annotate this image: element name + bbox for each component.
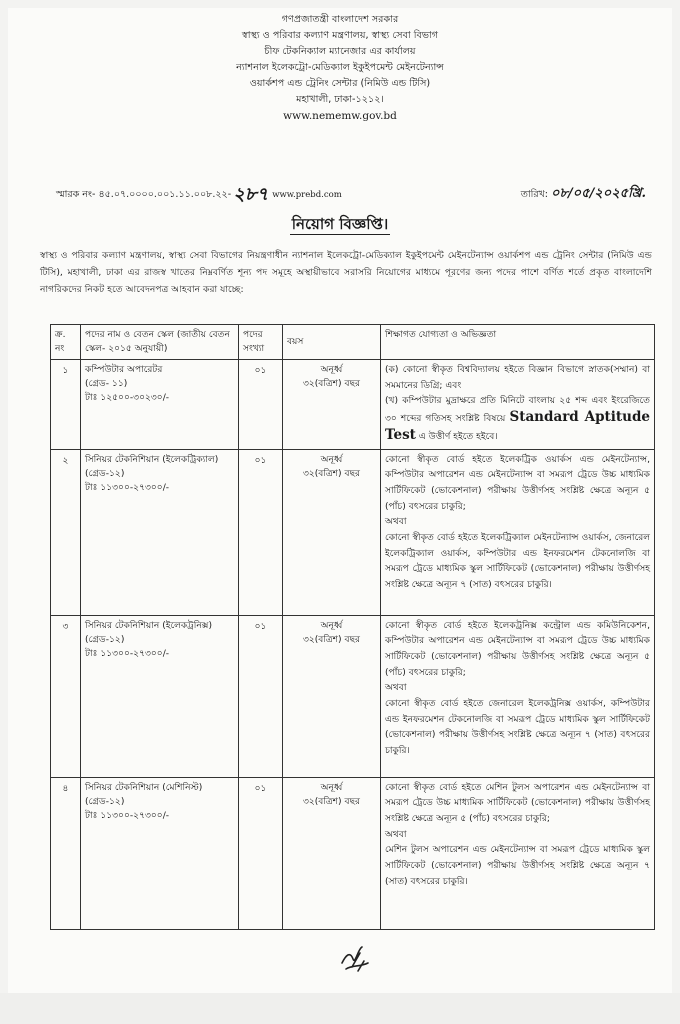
row-count: ০১ (239, 360, 283, 450)
intro-paragraph: স্বাস্থ্য ও পরিবার কল্যাণ মন্ত্রণালয়, স্বাস্থ্য সেবা বিভাগের নিয়ন্ত্রণাধীন ন্যাশনাল ইলেকট্রো-মেডিক্যাল ইকুইপমেন্ট মেইনটেন্যান্স ওয়ার্কশপ এন্ড ট্রেনিং সেন্টার (নিমিউ এন্ড টিসি), মহাখালী, ঢাকা এর রাজস্ব খাতের নিম্নবর্ণিত শূন্য পদ সমূহে অস্থায়ীভাবে সরাসরি নিয়োগের মাধ্যমে পূরণের জন্য পদের পাশে বর্ণিত শর্তে প্রকৃত বাংলাদেশি নাগরিকদের নিকট হতে আবেদনপত্র আহবান করা যাচ্ছে: (40, 250, 653, 295)
notice-page (8, 8, 672, 993)
qualification-option-2: কোনো স্বীকৃত বোর্ড হইতে জেনারেল ইলেকট্রনিক্স ওয়ার্কস, কম্পিউটার এন্ড ইনফরমেশন টেকনোলজি বা সমরূপ ট্রেডে মাধ্যমিক স্কুল সার্টিফিকেট (ভোকেশনাল) পরীক্ষায় উত্তীর্ণসহ সংশ্লিষ্ট ক্ষেত্রে অন্যূন ৭ (সাত) বৎসরের চাকুরি। (385, 699, 650, 757)
row-age (283, 777, 381, 929)
vacancy-table (50, 324, 655, 930)
age-years: ৩২(বত্রিশ) বছর (302, 379, 361, 389)
row-serial: ১ (51, 360, 81, 450)
row-count: ০১ (239, 777, 283, 929)
row-count: ০১ (239, 615, 283, 777)
age-limit: অনূর্ধ্ব (320, 782, 343, 793)
row-post (81, 360, 239, 450)
table-row (51, 777, 655, 929)
age-limit: অনূর্ধ্ব (320, 365, 343, 375)
row-age (283, 360, 381, 450)
row-serial: ৩ (51, 615, 81, 777)
header-count: পদের সংখ্যা (239, 325, 283, 360)
age-limit: অনূর্ধ্ব (320, 620, 343, 631)
table-row (51, 360, 655, 450)
post-salary: টাঃ ১২৫০০-৩০২৩০/- (85, 393, 170, 403)
header-post: পদের নাম ও বেতন স্কেল (জাতীয় বেতন স্কেল- ২০১৫ অনুযায়ী) (81, 325, 239, 360)
post-name: কম্পিউটার অপারেটর (85, 365, 163, 375)
page-bottom-margin (0, 993, 680, 1024)
row-count: ০১ (239, 449, 283, 615)
header-line: ন্যাশনাল ইলেকট্রো-মেডিক্যাল ইকুইপমেন্ট মেইনটেন্যান্স (236, 62, 444, 73)
aptitude-test-name: Standard Aptitude Test (385, 409, 650, 443)
memo-handwritten-number: ২৮৭ (233, 184, 269, 205)
row-post (81, 449, 239, 615)
watermark-text: www.prebd.com (272, 190, 342, 200)
header-age: বয়স (283, 325, 381, 360)
post-grade: (গ্রেড-১২) (85, 468, 125, 479)
post-name: সিনিয়র টেকনিশিয়ান (ইলেকট্রনিক্স) (85, 620, 213, 631)
title-text: নিয়োগ বিজ্ঞপ্তি। (291, 215, 389, 233)
or-separator: অথবা (385, 829, 407, 840)
or-separator: অথবা (385, 517, 407, 528)
website-link[interactable]: www.nememw.gov.bd (283, 110, 397, 122)
qualification-option-2: মেশিন টুলস অপারেশন এন্ড মেইনটেন্যান্স বা সমরূপ ট্রেডে মাধ্যমিক স্কুল সার্টিফিকেট (ভোকেশনাল) পরীক্ষায় উত্তীর্ণসহ সংশ্লিষ্ট ক্ষেত্রে অন্যূন ৭ (সাত) বৎসরের চাকুরি। (385, 845, 650, 887)
table-row (51, 449, 655, 615)
post-grade: (গ্রেড- ১১) (85, 379, 128, 389)
date-label: তারিখ: (520, 189, 548, 200)
header-serial: ক্র. নং (51, 325, 81, 360)
post-grade: (গ্রেড-১২) (85, 634, 125, 645)
or-separator: অথবা (385, 683, 407, 694)
table-header-row (51, 325, 655, 360)
post-salary: টাঃ ১১৩০০-২৭৩০০/- (85, 482, 170, 493)
header-line: ওয়ার্কশপ এন্ড ট্রেনিং সেন্টার (নিমিউ এন্ড টিসি) (249, 78, 431, 89)
row-age (283, 615, 381, 777)
row-serial: ২ (51, 449, 81, 615)
row-qualification (381, 615, 655, 777)
header-line: চীফ টেকনিক্যাল ম্যানেজার এর কার্যালয় (264, 46, 416, 57)
age-years: ৩২(বত্রিশ) বছর (302, 468, 361, 479)
notice-date (521, 184, 646, 205)
qualification-option-1: কোনো স্বীকৃত বোর্ড হইতে ইলেকট্রিক ওয়ার্কস এন্ড মেইনটেন্যান্স, কম্পিউটার অপারেশন এন্ড মেইনটেন্যান্স বা সমরূপ ট্রেডে উচ্চ মাধ্যমিক সার্টিফিকেট (ভোকেশনাল) পরীক্ষায় উত্তীর্ণসহ সংশ্লিষ্ট ক্ষেত্রে অন্যূন ৫ (পাঁচ) বৎসরের চাকুরি; (385, 454, 650, 512)
row-age (283, 449, 381, 615)
header-line: গণপ্রজাতন্ত্রী বাংলাদেশ সরকার (281, 14, 399, 25)
table-row (51, 615, 655, 777)
row-serial: ৪ (51, 777, 81, 929)
row-qualification (381, 777, 655, 929)
header-line: মহাখালী, ঢাকা-১২১২। (296, 94, 384, 105)
post-grade: (গ্রেড-১২) (85, 796, 125, 807)
office-header (8, 12, 672, 124)
post-name: সিনিয়র টেকনিশিয়ান (ইলেকট্রিক্যাল) (85, 454, 219, 465)
header-qualification: শিক্ষাগত যোগ্যতা ও অভিজ্ঞতা (381, 325, 655, 360)
qualification-b (385, 394, 650, 445)
header-line: স্বাস্থ্য ও পরিবার কল্যাণ মন্ত্রণালয়, স্বাস্থ্য সেবা বিভাগ (241, 30, 439, 41)
notice-title (8, 213, 672, 238)
post-salary: টাঃ ১১৩০০-২৭৩০০/- (85, 648, 170, 659)
memo-prefix: স্মারক নং- ৪৫.০৭.০০০০.০০১.১১.০০৮.২২- (56, 189, 232, 200)
post-name: সিনিয়র টেকনিশিয়ান (মেশিনিস্ট) (85, 782, 203, 793)
age-years: ৩২(বত্রিশ) বছর (302, 634, 361, 645)
qualification-option-1: কোনো স্বীকৃত বোর্ড হইতে ইলেকট্রনিক্স কন্ট্রোল এন্ড কমিউনিকেশন, কম্পিউটার অপারেশন এন্ড মেইনটেন্যান্স বা সমরূপ ট্রেডে উচ্চ মাধ্যমিক সার্টিফিকেট (ভোকেশনাল) পরীক্ষায় উত্তীর্ণসহ সংশ্লিষ্ট ক্ষেত্রে অন্যূন ৫ (পাঁচ) বৎসরের চাকুরি; (385, 620, 650, 678)
signature-mark (338, 941, 374, 973)
qualification-b-text: (খ) কম্পিউটার মুদ্রাক্ষরে প্রতি মিনিটে বাংলায় ২৫ শব্দ এবং ইংরেজিতে ৩০ শব্দের গতিসহ সংশ্লিষ্ট বিষয়ে (385, 396, 650, 425)
row-post (81, 615, 239, 777)
date-value: ০৮/০৫/২০২৫খ্রি. (551, 186, 646, 201)
qualification-option-1: কোনো স্বীকৃত বোর্ড হইতে মেশিন টুলস অপারেশন এন্ড মেইনটেন্যান্স বা সমরূপ ট্রেডে উচ্চ মাধ্যমিক সার্টিফিকেট (ভোকেশনাল) পরীক্ষায় উত্তীর্ণসহ সংশ্লিষ্ট ক্ষেত্রে অন্যূন ৫ (পাঁচ) বৎসরের চাকুরি; (385, 782, 650, 824)
age-limit: অনূর্ধ্ব (320, 454, 343, 465)
row-qualification (381, 449, 655, 615)
age-years: ৩২(বত্রিশ) বছর (302, 796, 361, 807)
post-salary: টাঃ ১১৩০০-২৭৩০০/- (85, 810, 170, 821)
memo-number (56, 180, 342, 211)
row-qualification (381, 360, 655, 450)
qualification-a: (ক) কোনো স্বীকৃত বিশ্ববিদ্যালয় হইতে বিজ্ঞান বিভাগে স্নাতক(সম্মান) বা সমমানের ডিগ্রি; এবং (385, 365, 650, 391)
qualification-b-tail: এ উত্তীর্ণ হইতে হইবে। (418, 431, 498, 442)
qualification-option-2: কোনো স্বীকৃত বোর্ড হইতে ইলেকট্রিক্যাল মেইনটেন্যান্স ওয়ার্কস, জেনারেল ইলেকট্রিক্যাল ওয়ার্কস, কম্পিউটার এন্ড ইনফরমেশন টেকনোলজি বা সমরূপ ট্রেডে মাধ্যমিক স্কুল সার্টিফিকেট (ভোকেশনাল) পরীক্ষায় উত্তীর্ণসহ সংশ্লিষ্ট ক্ষেত্রে অন্যূন ৭ (সাত) বৎসরের চাকুরি। (385, 533, 650, 591)
row-post (81, 777, 239, 929)
